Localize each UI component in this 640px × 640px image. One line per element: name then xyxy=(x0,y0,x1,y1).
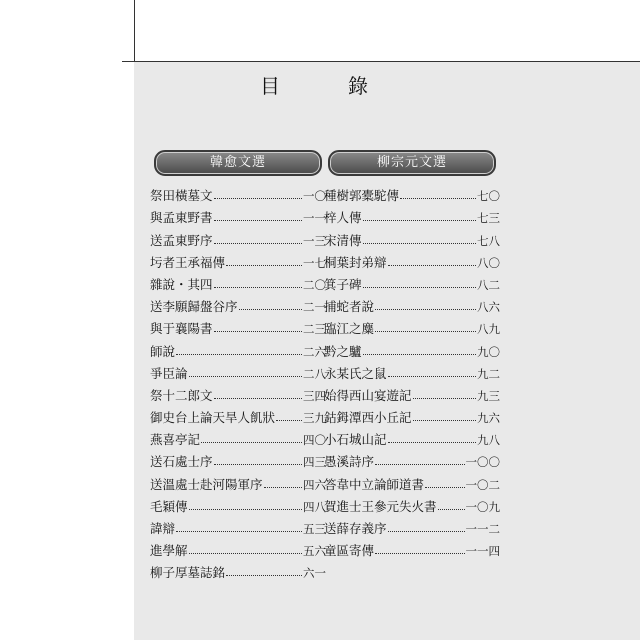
toc-entry-page: 一三 xyxy=(303,233,326,248)
toc-leader-dots xyxy=(214,331,302,332)
toc-leader-dots xyxy=(413,420,476,421)
toc-entry xyxy=(324,293,500,315)
toc-leader-dots xyxy=(214,243,302,244)
toc-entry-title: 種樹郭橐駝傳 xyxy=(324,188,400,204)
toc-entry-page: 五六 xyxy=(303,544,326,559)
toc-entry xyxy=(150,182,326,204)
toc-leader-dots xyxy=(400,198,476,199)
toc-entry-page: 八二 xyxy=(477,277,500,292)
toc-leader-dots xyxy=(214,398,302,399)
toc-leader-dots xyxy=(363,243,476,244)
toc-leader-dots xyxy=(375,553,464,554)
toc-leader-dots xyxy=(201,442,302,443)
toc-entry xyxy=(324,249,500,271)
toc-entry xyxy=(324,470,500,492)
toc-entry xyxy=(324,360,500,382)
toc-leader-dots xyxy=(214,464,302,465)
toc-entry-page: 二八 xyxy=(303,366,326,381)
toc-entry xyxy=(324,515,500,537)
toc-entry xyxy=(324,382,500,404)
section-header-liu-zongyuan: 柳宗元文選 xyxy=(328,150,496,176)
page-title: 目 錄 xyxy=(260,74,392,98)
toc-leader-dots xyxy=(276,420,302,421)
toc-entry-page: 三四 xyxy=(303,388,326,403)
toc-entry-page: 四八 xyxy=(303,499,326,514)
toc-leader-dots xyxy=(226,265,302,266)
section-header-han-yu: 韓愈文選 xyxy=(154,150,322,176)
toc-entry xyxy=(150,559,326,581)
toc-entry-page: 九三 xyxy=(477,388,500,403)
toc-entry xyxy=(324,271,500,293)
toc-leader-dots xyxy=(226,575,302,576)
toc-entry xyxy=(324,426,500,448)
toc-entry-page: 七八 xyxy=(477,233,500,248)
toc-entry-title: 永某氏之鼠 xyxy=(324,365,387,381)
toc-leader-dots xyxy=(239,309,302,310)
toc-leader-dots xyxy=(363,220,476,221)
toc-entry-page: 六一 xyxy=(303,566,326,581)
toc-entry xyxy=(150,204,326,226)
toc-entry xyxy=(150,226,326,248)
toc-entry-title: 師說 xyxy=(150,343,176,359)
toc-entry-title: 與于襄陽書 xyxy=(150,321,213,337)
toc-entry xyxy=(150,382,326,404)
toc-entry xyxy=(324,448,500,470)
toc-entry-page: 八〇 xyxy=(477,255,500,270)
toc-entry-title: 與孟東野書 xyxy=(150,210,213,226)
toc-column-liu-zongyuan xyxy=(324,150,500,559)
toc-entry-page: 一〇二 xyxy=(465,477,500,492)
toc-entry-title: 臨江之麋 xyxy=(324,321,375,337)
toc-entry-page: 七三 xyxy=(477,211,500,226)
toc-column-han-yu xyxy=(150,150,326,581)
toc-leader-dots xyxy=(413,398,476,399)
toc-entry xyxy=(150,515,326,537)
toc-leader-dots xyxy=(214,220,302,221)
toc-leader-dots xyxy=(214,198,302,199)
toc-entry-title: 送薛存義序 xyxy=(324,521,387,536)
toc-entry-page: 四〇 xyxy=(303,433,326,448)
toc-entry-page: 九八 xyxy=(477,433,500,448)
toc-entry-title: 黔之驢 xyxy=(324,343,362,359)
toc-entry-title: 御史台上論天旱人飢狀 xyxy=(150,410,276,426)
toc-entry-title: 進學解 xyxy=(150,543,188,559)
toc-entry-title: 鈷鉧潭西小丘記 xyxy=(324,410,412,426)
toc-entry xyxy=(324,337,500,359)
toc-entry-page: 八六 xyxy=(477,300,500,315)
toc-entry-page: 一〇九 xyxy=(465,499,500,514)
toc-entry-page: 一一 xyxy=(303,211,326,226)
toc-leader-dots xyxy=(388,265,476,266)
toc-entry-title: 毛穎傳 xyxy=(150,498,188,514)
toc-entry-title: 圬者王承福傳 xyxy=(150,254,226,270)
toc-entry xyxy=(324,182,500,204)
toc-entry-page: 七〇 xyxy=(477,189,500,204)
toc-entry-page: 二六 xyxy=(303,344,326,359)
toc-entry-page: 九二 xyxy=(477,366,500,381)
toc-entry-title: 答韋中立論師道書 xyxy=(324,476,425,492)
toc-entry xyxy=(324,226,500,248)
toc-entry-title: 始得西山宴遊記 xyxy=(324,387,412,403)
toc-leader-dots xyxy=(388,531,465,532)
toc-list-liu-zongyuan xyxy=(324,182,500,559)
toc-entry-title: 雜說・其四 xyxy=(150,276,213,292)
toc-entry xyxy=(150,448,326,470)
toc-entry-title: 燕喜亭記 xyxy=(150,432,201,448)
toc-leader-dots xyxy=(388,376,476,377)
toc-entry-title: 賀進士王參元失火書 xyxy=(324,498,437,514)
toc-leader-dots xyxy=(375,464,464,465)
toc-entry-title: 送李願歸盤谷序 xyxy=(150,299,238,315)
toc-entry-title: 祭田橫墓文 xyxy=(150,188,213,204)
toc-entry-page: 四三 xyxy=(303,455,326,470)
toc-entry-page: 四六 xyxy=(303,477,326,492)
toc-entry-page: 九〇 xyxy=(477,344,500,359)
toc-entry-title: 愚溪詩序 xyxy=(324,454,375,470)
toc-entry xyxy=(150,404,326,426)
toc-leader-dots xyxy=(189,509,302,510)
toc-list-han-yu xyxy=(150,182,326,581)
toc-entry-page: 一〇 xyxy=(303,189,326,204)
toc-entry-title: 小石城山記 xyxy=(324,432,387,448)
toc-entry-page: 八九 xyxy=(477,322,500,337)
toc-leader-dots xyxy=(363,287,476,288)
toc-entry xyxy=(150,493,326,515)
toc-entry-page: 五三 xyxy=(303,522,326,536)
toc-leader-dots xyxy=(176,531,302,532)
toc-entry xyxy=(324,315,500,337)
toc-entry-title: 諱辯 xyxy=(150,521,176,536)
toc-entry-title: 送石處士序 xyxy=(150,454,213,470)
toc-entry xyxy=(150,249,326,271)
toc-entry-page: 二三 xyxy=(303,322,326,337)
toc-entry xyxy=(150,537,326,559)
toc-leader-dots xyxy=(176,354,302,355)
toc-entry-page: 九六 xyxy=(477,411,500,426)
toc-leader-dots xyxy=(264,487,302,488)
toc-entry-title: 柳子厚墓誌銘 xyxy=(150,565,226,581)
toc-entry xyxy=(150,271,326,293)
toc-entry xyxy=(324,537,500,559)
toc-entry xyxy=(150,315,326,337)
toc-leader-dots xyxy=(375,309,476,310)
toc-entry-title: 捕蛇者說 xyxy=(324,299,375,315)
toc-entry-title: 童區寄傳 xyxy=(324,543,375,559)
toc-entry xyxy=(150,426,326,448)
toc-entry xyxy=(324,204,500,226)
toc-entry xyxy=(324,404,500,426)
toc-entry-title: 箕子碑 xyxy=(324,276,362,292)
toc-leader-dots xyxy=(189,376,302,377)
toc-entry-title: 祭十二郎文 xyxy=(150,387,213,403)
toc-entry xyxy=(150,293,326,315)
toc-entry-page: 三九 xyxy=(303,411,326,426)
toc-entry xyxy=(150,470,326,492)
toc-leader-dots xyxy=(425,487,464,488)
toc-entry-title: 送溫處士赴河陽軍序 xyxy=(150,476,263,492)
toc-leader-dots xyxy=(388,442,476,443)
toc-entry-title: 桐葉封弟辯 xyxy=(324,254,387,270)
toc-entry-title: 宋清傳 xyxy=(324,232,362,248)
toc-entry-title: 爭臣論 xyxy=(150,365,188,381)
toc-entry-page: 二〇 xyxy=(303,277,326,292)
toc-entry xyxy=(324,493,500,515)
toc-entry-page: 一〇〇 xyxy=(465,455,500,470)
toc-entry-page: 一一四 xyxy=(465,544,500,559)
toc-entry-title: 梓人傳 xyxy=(324,210,362,226)
toc-entry xyxy=(150,360,326,382)
crop-mark-vertical xyxy=(134,0,135,62)
toc-entry-page: 一一二 xyxy=(465,522,500,536)
toc-leader-dots xyxy=(438,509,465,510)
toc-entry-page: 一七 xyxy=(303,255,326,270)
toc-leader-dots xyxy=(375,331,476,332)
toc-leader-dots xyxy=(189,553,302,554)
toc-entry xyxy=(150,337,326,359)
toc-entry-page: 二一 xyxy=(303,300,326,315)
toc-entry-title: 送孟東野序 xyxy=(150,232,213,248)
toc-leader-dots xyxy=(214,287,302,288)
toc-leader-dots xyxy=(363,354,476,355)
